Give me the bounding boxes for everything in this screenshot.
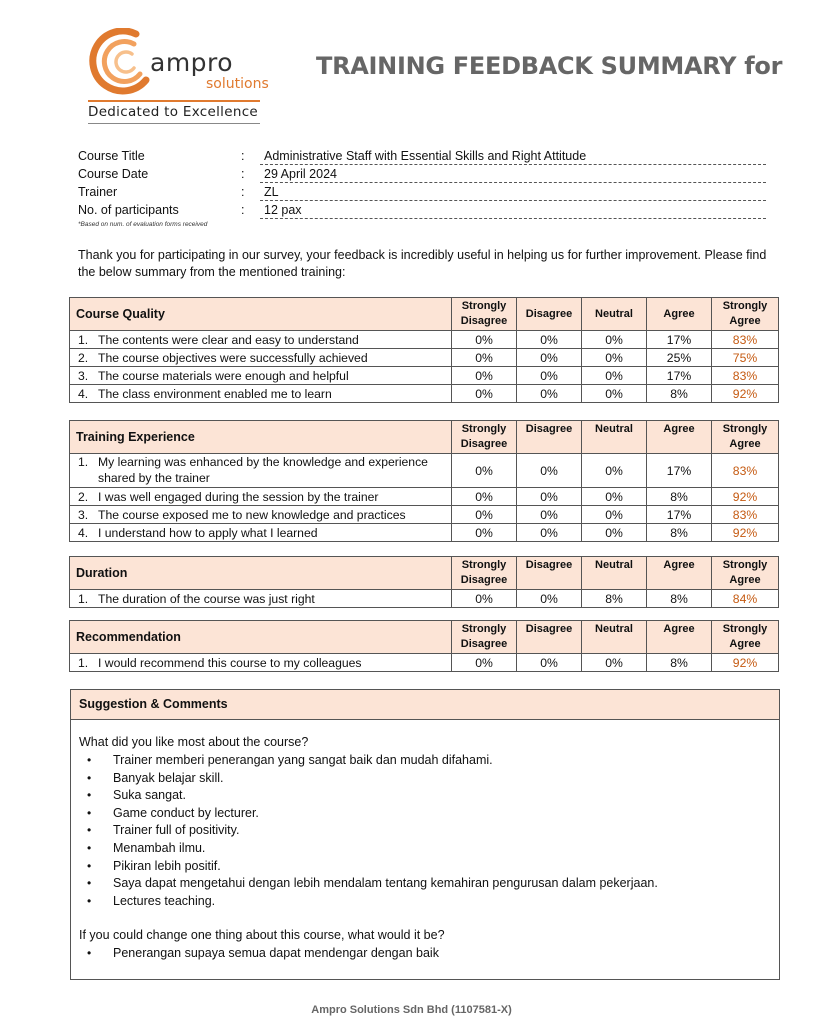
col-disagree: Disagree bbox=[517, 557, 582, 590]
table-course-quality bbox=[69, 297, 779, 403]
cell-strongly-disagree: 0% bbox=[452, 488, 517, 506]
cell-agree: 8% bbox=[647, 654, 712, 672]
cell-agree: 8% bbox=[647, 524, 712, 542]
cell-neutral: 0% bbox=[582, 349, 647, 367]
cell-disagree: 0% bbox=[517, 385, 582, 403]
table-row bbox=[70, 488, 779, 506]
suggestions-title: Suggestion & Comments bbox=[71, 690, 779, 720]
footer-company: Ampro Solutions Sdn Bhd (1107581-X) bbox=[311, 1004, 512, 1016]
col-strongly-disagree: Strongly Disagree bbox=[452, 421, 517, 454]
list-item: • Trainer full of positivity. bbox=[87, 823, 240, 838]
info-row-course-title bbox=[78, 147, 768, 165]
cell-neutral: 0% bbox=[582, 654, 647, 672]
cell-agree: 25% bbox=[647, 349, 712, 367]
cell-neutral: 0% bbox=[582, 385, 647, 403]
cell-agree: 17% bbox=[647, 331, 712, 349]
info-colon: : bbox=[241, 149, 245, 163]
intro-paragraph: Thank you for participating in our survey, your feedback is incredibly useful in helping us for further improvement. Please find the below summary from the mentioned training: bbox=[78, 248, 767, 279]
list-item: • Menambah ilmu. bbox=[87, 840, 206, 855]
col-agree: Agree bbox=[647, 621, 712, 654]
cell-disagree: 0% bbox=[517, 367, 582, 385]
cell-agree: 17% bbox=[647, 367, 712, 385]
table-row bbox=[70, 367, 779, 385]
table-row bbox=[70, 506, 779, 524]
cell-strongly-agree: 83% bbox=[712, 506, 779, 524]
cell-agree: 8% bbox=[647, 385, 712, 403]
col-strongly-disagree: Strongly Disagree bbox=[452, 298, 517, 331]
cell-disagree: 0% bbox=[517, 488, 582, 506]
info-label: Course Date bbox=[78, 167, 149, 181]
cell-strongly-agree: 92% bbox=[712, 385, 779, 403]
cell-disagree: 0% bbox=[517, 506, 582, 524]
cell-strongly-disagree: 0% bbox=[452, 367, 517, 385]
info-value: ZL bbox=[260, 185, 766, 201]
col-neutral: Neutral bbox=[582, 557, 647, 590]
cell-strongly-agree: 92% bbox=[712, 524, 779, 542]
cell-strongly-disagree: 0% bbox=[452, 654, 517, 672]
section-title: Course Quality bbox=[70, 298, 452, 331]
cell-strongly-agree: 75% bbox=[712, 349, 779, 367]
col-agree: Agree bbox=[647, 557, 712, 590]
cell-disagree: 0% bbox=[517, 331, 582, 349]
col-neutral: Neutral bbox=[582, 421, 647, 454]
col-strongly-agree: Strongly Agree bbox=[712, 421, 779, 454]
info-row-trainer bbox=[78, 183, 768, 201]
table-header bbox=[70, 621, 779, 654]
col-disagree: Disagree bbox=[517, 621, 582, 654]
question: 1. I would recommend this course to my colleagues bbox=[70, 654, 452, 672]
cell-neutral: 0% bbox=[582, 488, 647, 506]
question: 1. The contents were clear and easy to understand bbox=[70, 331, 452, 349]
cell-strongly-disagree: 0% bbox=[452, 506, 517, 524]
list-item: • Pikiran lebih positif. bbox=[87, 858, 221, 873]
cell-strongly-agree: 83% bbox=[712, 331, 779, 349]
info-footnote: *Based on num. of evaluation forms received bbox=[78, 221, 208, 228]
info-colon: : bbox=[241, 167, 245, 181]
question-liked-most: What did you like most about the course? bbox=[79, 735, 309, 749]
cell-strongly-disagree: 0% bbox=[452, 454, 517, 488]
cell-strongly-agree: 92% bbox=[712, 488, 779, 506]
col-neutral: Neutral bbox=[582, 621, 647, 654]
logo-swirl-icon bbox=[88, 28, 158, 100]
cell-disagree: 0% bbox=[517, 524, 582, 542]
col-strongly-disagree: Strongly Disagree bbox=[452, 557, 517, 590]
table-training-experience bbox=[69, 420, 779, 542]
list-item: • Penerangan supaya semua dapat mendengar dengan baik bbox=[87, 946, 439, 960]
table-row bbox=[70, 349, 779, 367]
question: 2. The course objectives were successfully achieved bbox=[70, 349, 452, 367]
table-row bbox=[70, 524, 779, 542]
table-header bbox=[70, 421, 779, 454]
col-disagree: Disagree bbox=[517, 421, 582, 454]
tagline: Dedicated to Excellence bbox=[88, 100, 260, 120]
cell-neutral: 0% bbox=[582, 506, 647, 524]
changes-list bbox=[87, 946, 439, 964]
cell-agree: 8% bbox=[647, 590, 712, 608]
cell-neutral: 0% bbox=[582, 367, 647, 385]
col-agree: Agree bbox=[647, 298, 712, 331]
table-row bbox=[70, 654, 779, 672]
list-item: • Saya dapat mengetahui dengan lebih mendalam tentang kemahiran pengurusan dalam pekerjaan. bbox=[87, 876, 658, 891]
cell-disagree: 0% bbox=[517, 454, 582, 488]
table-duration bbox=[69, 556, 779, 608]
col-strongly-agree: Strongly Agree bbox=[712, 621, 779, 654]
col-agree: Agree bbox=[647, 421, 712, 454]
cell-neutral: 0% bbox=[582, 454, 647, 488]
cell-strongly-agree: 92% bbox=[712, 654, 779, 672]
cell-agree: 17% bbox=[647, 506, 712, 524]
col-neutral: Neutral bbox=[582, 298, 647, 331]
cell-strongly-agree: 84% bbox=[712, 590, 779, 608]
cell-disagree: 0% bbox=[517, 654, 582, 672]
list-item: • Game conduct by lecturer. bbox=[87, 805, 259, 820]
info-value: 12 pax bbox=[260, 203, 766, 219]
table-row bbox=[70, 590, 779, 608]
logo-wordmark: ampro bbox=[150, 48, 234, 77]
likes-list bbox=[87, 753, 658, 911]
list-item: • Lectures teaching. bbox=[87, 893, 216, 908]
cell-strongly-disagree: 0% bbox=[452, 590, 517, 608]
cell-strongly-disagree: 0% bbox=[452, 349, 517, 367]
table-row bbox=[70, 454, 779, 488]
question: 3. The course materials were enough and helpful bbox=[70, 367, 452, 385]
table-header bbox=[70, 298, 779, 331]
list-item: • Banyak belajar skill. bbox=[87, 770, 224, 785]
section-title: Training Experience bbox=[70, 421, 452, 454]
page-title: TRAINING FEEDBACK SUMMARY for bbox=[316, 52, 783, 80]
cell-strongly-disagree: 0% bbox=[452, 331, 517, 349]
suggestions-box bbox=[70, 689, 780, 980]
cell-strongly-agree: 83% bbox=[712, 367, 779, 385]
table-header bbox=[70, 557, 779, 590]
info-value: 29 April 2024 bbox=[260, 167, 766, 183]
col-strongly-agree: Strongly Agree bbox=[712, 298, 779, 331]
info-row-course-date bbox=[78, 165, 768, 183]
cell-strongly-agree: 83% bbox=[712, 454, 779, 488]
info-label: Course Title bbox=[78, 149, 145, 163]
question: 3. The course exposed me to new knowledge and practices bbox=[70, 506, 452, 524]
question: 4. The class environment enabled me to learn bbox=[70, 385, 452, 403]
table-row bbox=[70, 331, 779, 349]
logo-subtext: solutions bbox=[206, 76, 269, 92]
cell-strongly-disagree: 0% bbox=[452, 385, 517, 403]
table-row bbox=[70, 385, 779, 403]
section-title: Duration bbox=[70, 557, 452, 590]
list-item: • Suka sangat. bbox=[87, 788, 186, 803]
info-label: No. of participants bbox=[78, 203, 179, 217]
question-change-one-thing: If you could change one thing about this course, what would it be? bbox=[79, 928, 445, 942]
cell-disagree: 0% bbox=[517, 349, 582, 367]
col-strongly-disagree: Strongly Disagree bbox=[452, 621, 517, 654]
question: 4. I understand how to apply what I learned bbox=[70, 524, 452, 542]
cell-agree: 8% bbox=[647, 488, 712, 506]
question: 2. I was well engaged during the session by the trainer bbox=[70, 488, 452, 506]
table-recommendation bbox=[69, 620, 779, 672]
cell-agree: 17% bbox=[647, 454, 712, 488]
tagline-underline bbox=[88, 123, 260, 124]
col-strongly-agree: Strongly Agree bbox=[712, 557, 779, 590]
section-title: Recommendation bbox=[70, 621, 452, 654]
cell-neutral: 0% bbox=[582, 331, 647, 349]
info-label: Trainer bbox=[78, 185, 118, 199]
cell-neutral: 8% bbox=[582, 590, 647, 608]
cell-neutral: 0% bbox=[582, 524, 647, 542]
cell-strongly-disagree: 0% bbox=[452, 524, 517, 542]
list-item: • Trainer memberi penerangan yang sangat baik dan mudah difahami. bbox=[87, 753, 493, 767]
info-colon: : bbox=[241, 185, 245, 199]
info-row-participants bbox=[78, 201, 768, 219]
cell-disagree: 0% bbox=[517, 590, 582, 608]
info-colon: : bbox=[241, 203, 245, 217]
question: 1. The duration of the course was just right bbox=[70, 590, 452, 608]
info-value: Administrative Staff with Essential Skills and Right Attitude bbox=[260, 149, 766, 165]
question: 1. My learning was enhanced by the knowledge and experience shared by the trainer bbox=[70, 454, 452, 488]
col-disagree: Disagree bbox=[517, 298, 582, 331]
